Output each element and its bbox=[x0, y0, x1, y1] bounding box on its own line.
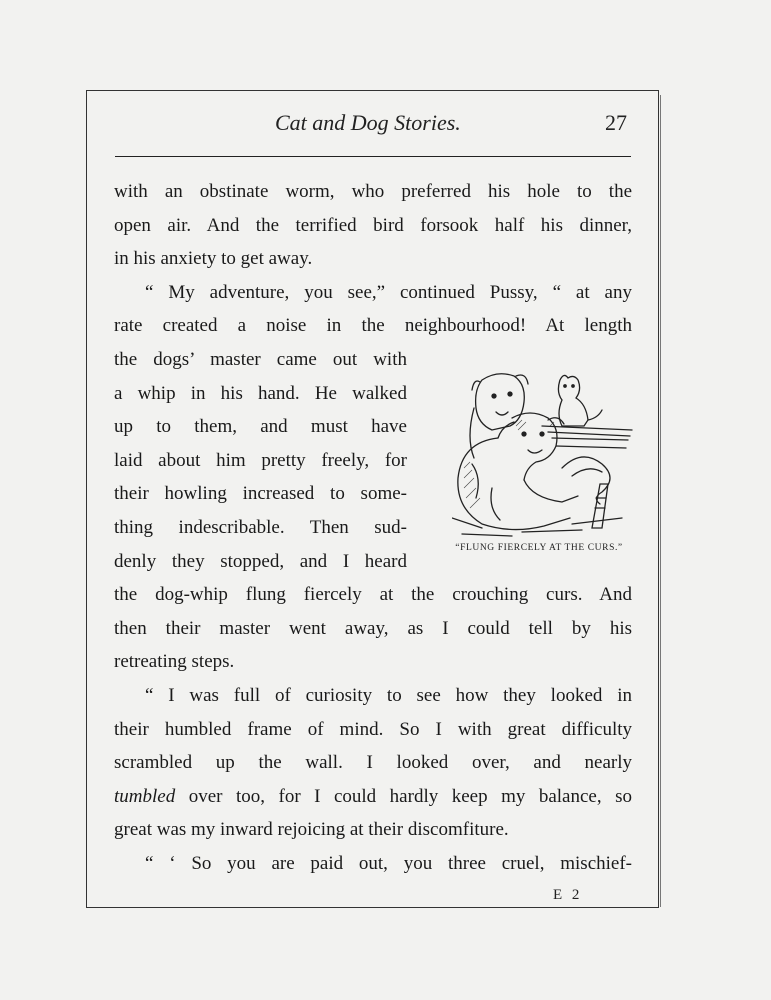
text-line: scrambled up the wall. I looked over, and nearly bbox=[114, 752, 632, 774]
text-line: in his anxiety to get away. bbox=[114, 248, 313, 270]
page-header bbox=[115, 108, 631, 138]
text-line: “ I was full of curiosity to see how they looked in bbox=[145, 685, 632, 706]
text-line: a whip in his hand. He walked bbox=[114, 382, 407, 404]
signature-mark: E 2 bbox=[553, 887, 583, 903]
text-line: then their master went away, as I could tell by his bbox=[114, 617, 632, 639]
text-line: the dog-whip flung fiercely at the crouching curs. And bbox=[114, 584, 632, 606]
text-line: laid about him pretty freely, for bbox=[114, 449, 407, 471]
italic-word: tumbled bbox=[114, 785, 176, 807]
text-line: “ ‘ So you are paid out, you three cruel, mischief- bbox=[145, 853, 632, 874]
text-line: open air. And the terrified bird forsook half his dinner, bbox=[114, 214, 632, 236]
text-line: their howling increased to some- bbox=[114, 483, 407, 505]
text-line: the dogs’ master came out with bbox=[114, 349, 407, 370]
header-rule bbox=[115, 156, 631, 157]
line-text: over too, for I could hardly keep my balance, so bbox=[188, 785, 632, 807]
text-line: thing indescribable. Then sud- bbox=[114, 517, 407, 538]
text-line: denly they stopped, and I heard bbox=[114, 550, 407, 572]
text-line: up to them, and must have bbox=[114, 416, 407, 438]
text-line: “ My adventure, you see,” continued Pussy, “ at any bbox=[145, 281, 632, 303]
text-line: rate created a noise in the neighbourhood! At length bbox=[114, 315, 632, 337]
text-line: with an obstinate worm, who preferred his hole to the bbox=[114, 181, 632, 202]
illustration-caption: “FLUNG FIERCELY AT THE CURS.” bbox=[455, 543, 623, 553]
text-line bbox=[114, 786, 632, 808]
running-title: Cat and Dog Stories. bbox=[275, 110, 461, 135]
dogs-illustration bbox=[452, 368, 634, 538]
page-border-shadow bbox=[660, 95, 661, 907]
page-number: 27 bbox=[605, 110, 627, 135]
text-line: their humbled frame of mind. So I with great difficulty bbox=[114, 718, 632, 740]
text-line: retreating steps. bbox=[114, 651, 235, 673]
text-line: great was my inward rejoicing at their discomfiture. bbox=[114, 819, 509, 841]
